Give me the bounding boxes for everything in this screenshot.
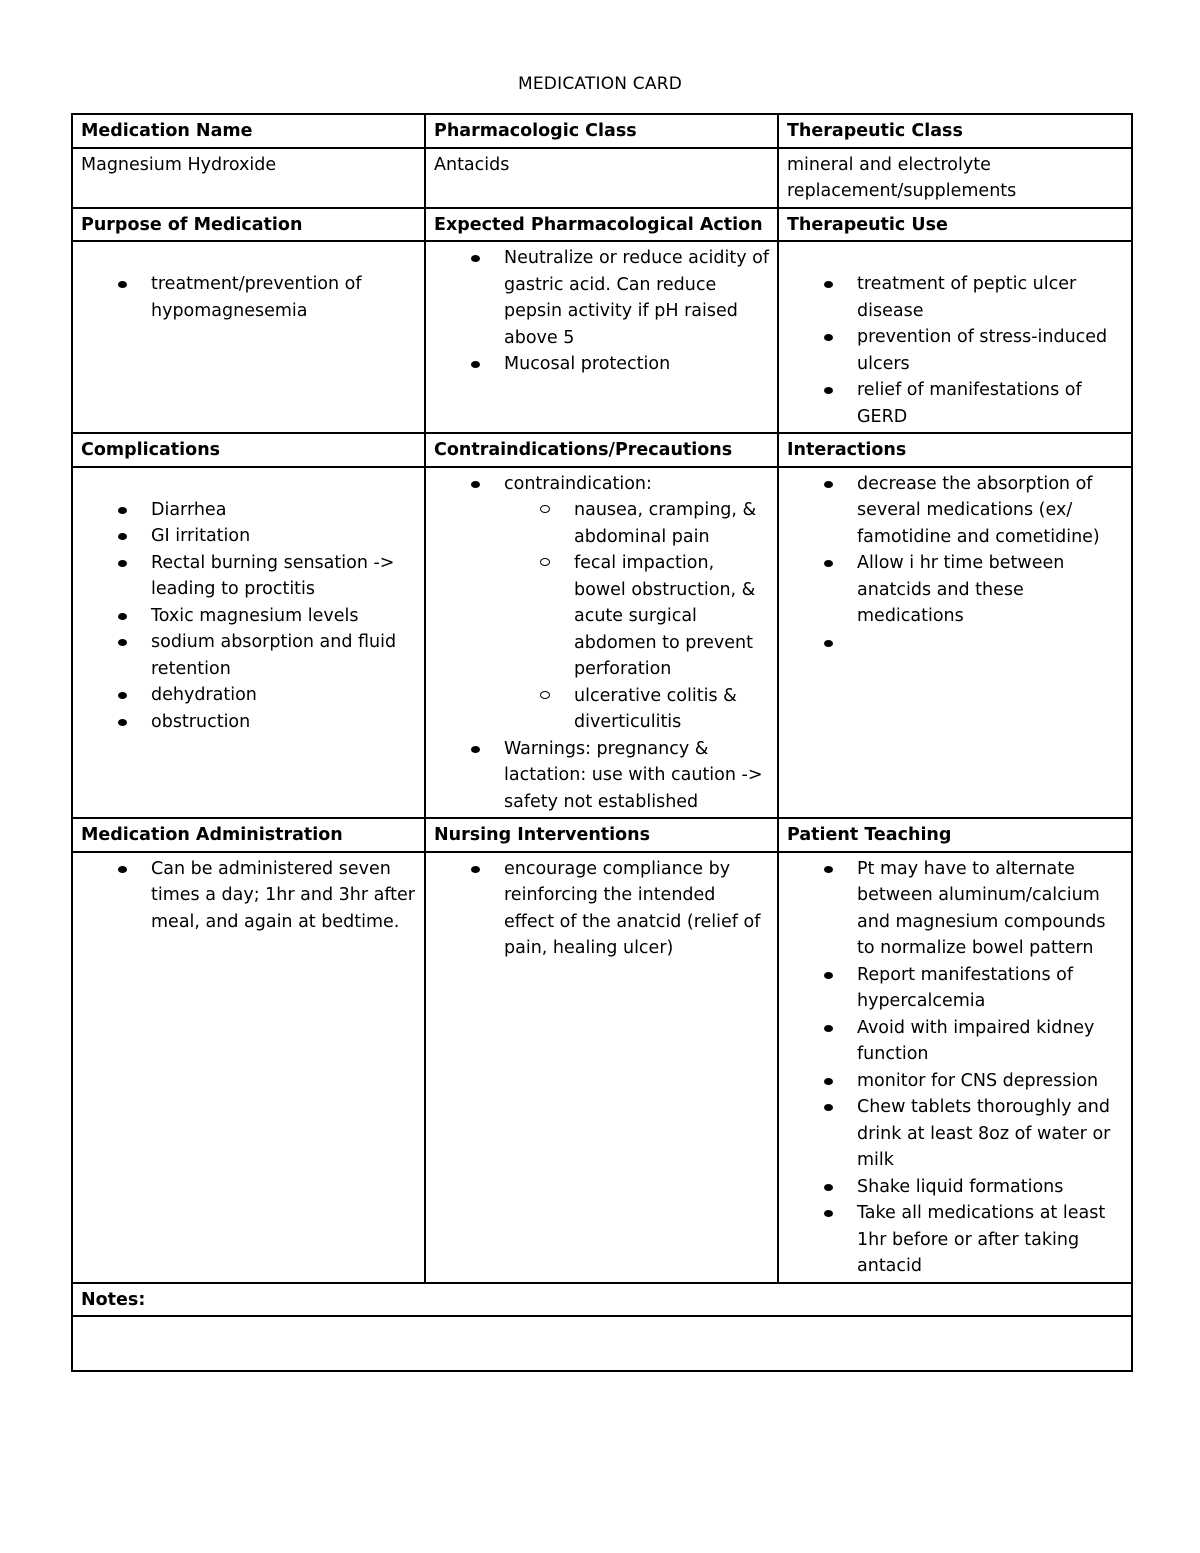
notes-row [72,1316,1132,1371]
list-item: Chew tablets thoroughly and drink at least 8oz of water or milk [787,1094,1123,1174]
nursing-interventions-cell [425,852,778,1283]
notes-field[interactable] [72,1316,1132,1371]
content-row-4 [72,852,1132,1283]
list-item: Toxic magnesium levels [81,603,416,630]
content-row-3 [72,467,1132,819]
administration-list [81,856,416,936]
empty-list-item [787,630,1123,656]
notes-header: Notes: [72,1283,1132,1317]
list-item: Diarrhea [81,497,416,524]
list-item: Avoid with impaired kidney function [787,1015,1123,1068]
sub-list-item: nausea, cramping, & abdominal pain [504,497,769,550]
purpose-cell [72,241,425,433]
header-row-2 [72,208,1132,242]
pharmacologic-class-header: Pharmacologic Class [425,114,778,148]
purpose-header: Purpose of Medication [72,208,425,242]
page-title: MEDICATION CARD [518,74,682,94]
complications-cell [72,467,425,819]
complications-list [81,497,416,736]
patient-teaching-list [787,856,1123,1280]
contraindication-label: contraindication: [504,473,652,494]
list-item: treatment/prevention of hypomagnesemia [81,271,416,324]
list-item: encourage compliance by reinforcing the intended effect of the anatcid (relief of pain, healing ulcer) [434,856,769,962]
therapeutic-use-list [787,271,1123,430]
nursing-interventions-header: Nursing Interventions [425,818,778,852]
list-item: Report manifestations of hypercalcemia [787,962,1123,1015]
medication-name-value: Magnesium Hydroxide [72,148,425,208]
pharmacologic-class-value: Antacids [425,148,778,208]
list-item: GI irritation [81,523,416,550]
interactions-empty-list [787,630,1123,656]
list-item: Take all medications at least 1hr before or after taking antacid [787,1200,1123,1280]
list-item: Can be administered seven times a day; 1hr and 3hr after meal, and again at bedtime. [81,856,416,936]
list-item: Pt may have to alternate between aluminum/calcium and magnesium compounds to normalize bowel pattern [787,856,1123,962]
therapeutic-class-header: Therapeutic Class [778,114,1132,148]
interactions-header: Interactions [778,433,1132,467]
patient-teaching-cell [778,852,1132,1283]
sub-list-item: fecal impaction, bowel obstruction, & acute surgical abdomen to prevent perforation [504,550,769,683]
complications-header: Complications [72,433,425,467]
header-row-4 [72,818,1132,852]
list-item: dehydration [81,682,416,709]
list-item: monitor for CNS depression [787,1068,1123,1095]
therapeutic-use-cell [778,241,1132,433]
header-row-3 [72,433,1132,467]
interactions-cell [778,467,1132,819]
list-item: Shake liquid formations [787,1174,1123,1201]
value-row-1 [72,148,1132,208]
list-item: sodium absorption and fluid retention [81,629,416,682]
patient-teaching-header: Patient Teaching [778,818,1132,852]
purpose-list [81,271,416,324]
administration-header: Medication Administration [72,818,425,852]
therapeutic-use-header: Therapeutic Use [778,208,1132,242]
list-item: prevention of stress-induced ulcers [787,324,1123,377]
administration-cell [72,852,425,1283]
sub-list-item: ulcerative colitis & diverticulitis [504,683,769,736]
expected-action-cell [425,241,778,433]
list-item: treatment of peptic ulcer disease [787,271,1123,324]
therapeutic-class-value: mineral and electrolyte replacement/supplements [778,148,1132,208]
content-row-2 [72,241,1132,433]
medication-card-table [71,113,1133,1372]
list-item: Neutralize or reduce acidity of gastric acid. Can reduce pepsin activity if pH raised above 5 [434,245,769,351]
expected-action-list [434,245,769,378]
list-item: decrease the absorption of several medications (ex/ famotidine and cometidine) [787,471,1123,551]
list-item: Rectal burning sensation -> leading to proctitis [81,550,416,603]
contraindication-sublist [504,497,769,736]
contraindications-header: Contraindications/Precautions [425,433,778,467]
contraindications-list [434,471,769,816]
interactions-list [787,471,1123,630]
contraindications-cell [425,467,778,819]
nursing-interventions-list [434,856,769,962]
list-item: Mucosal protection [434,351,769,378]
notes-header-row [72,1283,1132,1317]
expected-action-header: Expected Pharmacological Action [425,208,778,242]
list-item: relief of manifestations of GERD [787,377,1123,430]
medication-name-header: Medication Name [72,114,425,148]
header-row-1 [72,114,1132,148]
list-item: Warnings: pregnancy & lactation: use with caution -> safety not established [434,736,769,816]
list-item: obstruction [81,709,416,736]
list-item [434,471,769,736]
list-item: Allow i hr time between anatcids and these medications [787,550,1123,630]
